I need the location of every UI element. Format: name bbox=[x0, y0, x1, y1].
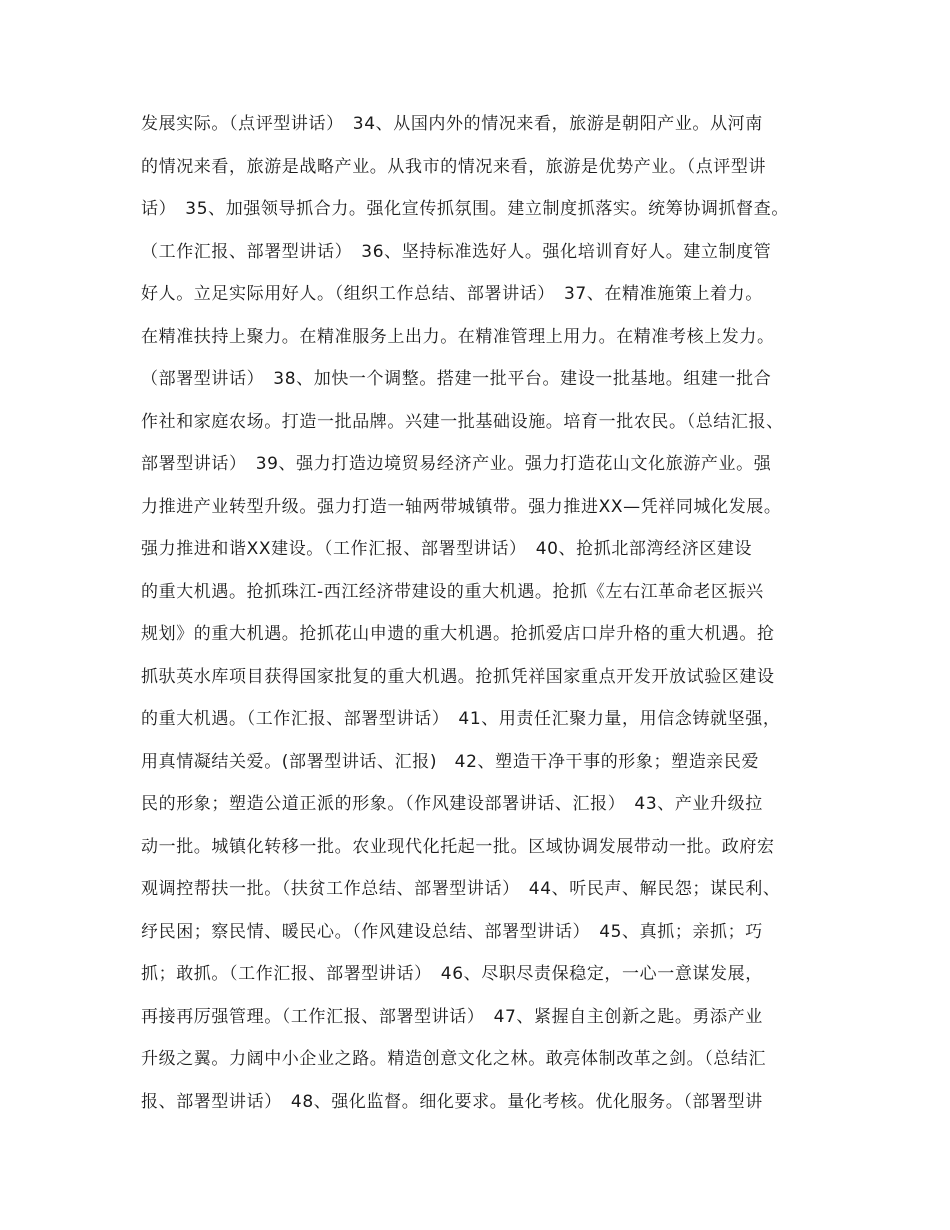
text-line: 报、部署型讲话） 48、强化监督。细化要求。量化考核。优化服务。（部署型讲 bbox=[141, 1091, 763, 1112]
document-body bbox=[141, 110, 831, 1130]
text-line: 好人。立足实际用好人。（组织工作总结、部署讲话） 37、在精准施策上着力。 bbox=[141, 284, 763, 304]
text-line: 观调控帮扶一批。（扶贫工作总结、部署型讲话） 44、听民声、解民怨；谋民利、 bbox=[141, 879, 781, 899]
text-line: 发展实际。（点评型讲话） 34、从国内外的情况来看，旅游是朝阳产业。从河南 bbox=[141, 114, 763, 134]
text-line: 的重大机遇。抢抓珠江-西江经济带建设的重大机遇。抢抓《左右江革命老区振兴 bbox=[141, 581, 764, 602]
text-line: 在精准扶持上聚力。在精准服务上出力。在精准管理上用力。在精准考核上发力。 bbox=[141, 326, 775, 347]
text-line: 民的形象；塑造公道正派的形象。（作风建设部署讲话、汇报） 43、产业升级拉 bbox=[141, 794, 763, 814]
text-line: 部署型讲话） 39、强力打造边境贸易经济产业。强力打造花山文化旅游产业。强 bbox=[141, 454, 772, 474]
text-line: 升级之翼。力阔中小企业之路。精造创意文化之林。敢亮体制改革之剑。（总结汇 bbox=[141, 1049, 767, 1069]
text-line: 的情况来看，旅游是战略产业。从我市的情况来看，旅游是优势产业。（点评型讲 bbox=[141, 156, 767, 177]
text-line: 抓；敢抓。（工作汇报、部署型讲话） 46、尽职尽责保稳定，一心一意谋发展， bbox=[141, 964, 763, 984]
text-line: 的重大机遇。（工作汇报、部署型讲话） 41、用责任汇聚力量，用信念铸就坚强， bbox=[141, 709, 781, 729]
text-line: 抓驮英水库项目获得国家批复的重大机遇。抢抓凭祥国家重点开发开放试验区建设 bbox=[141, 666, 775, 687]
text-line: （工作汇报、部署型讲话） 36、坚持标准选好人。强化培训育好人。建立制度管 bbox=[141, 241, 772, 262]
text-line: 用真情凝结关爱。(部署型讲话、汇报) 42、塑造干净干事的形象；塑造亲民爱 bbox=[141, 751, 760, 772]
text-line: 动一批。城镇化转移一批。农业现代化托起一批。区域协调发展带动一批。政府宏 bbox=[141, 836, 775, 857]
text-line: 规划》的重大机遇。抢抓花山申遗的重大机遇。抢抓爱店口岸升格的重大机遇。抢 bbox=[141, 624, 775, 644]
text-line: 话） 35、加强领导抓合力。强化宣传抓氛围。建立制度抓落实。统筹协调抓督查。 bbox=[141, 199, 789, 219]
text-line: （部署型讲话） 38、加快一个调整。搭建一批平台。建设一批基地。组建一批合 bbox=[141, 369, 772, 389]
text-line: 纾民困；察民情、暖民心。（作风建设总结、部署型讲话） 45、真抓；亲抓；巧 bbox=[141, 921, 763, 942]
text-line: 强力推进和谐XX建设。（工作汇报、部署型讲话） 40、抢抓北部湾经济区建设 bbox=[141, 539, 753, 559]
text-line: 力推进产业转型升级。强力打造一轴两带城镇带。强力推进XX—凭祥同城化发展。 bbox=[141, 496, 782, 517]
text-line: 再接再厉强管理。（工作汇报、部署型讲话） 47、紧握自主创新之匙。勇添产业 bbox=[141, 1006, 763, 1027]
text-line: 作社和家庭农场。打造一批品牌。兴建一批基础设施。培育一批农民。（总结汇报、 bbox=[141, 411, 784, 432]
